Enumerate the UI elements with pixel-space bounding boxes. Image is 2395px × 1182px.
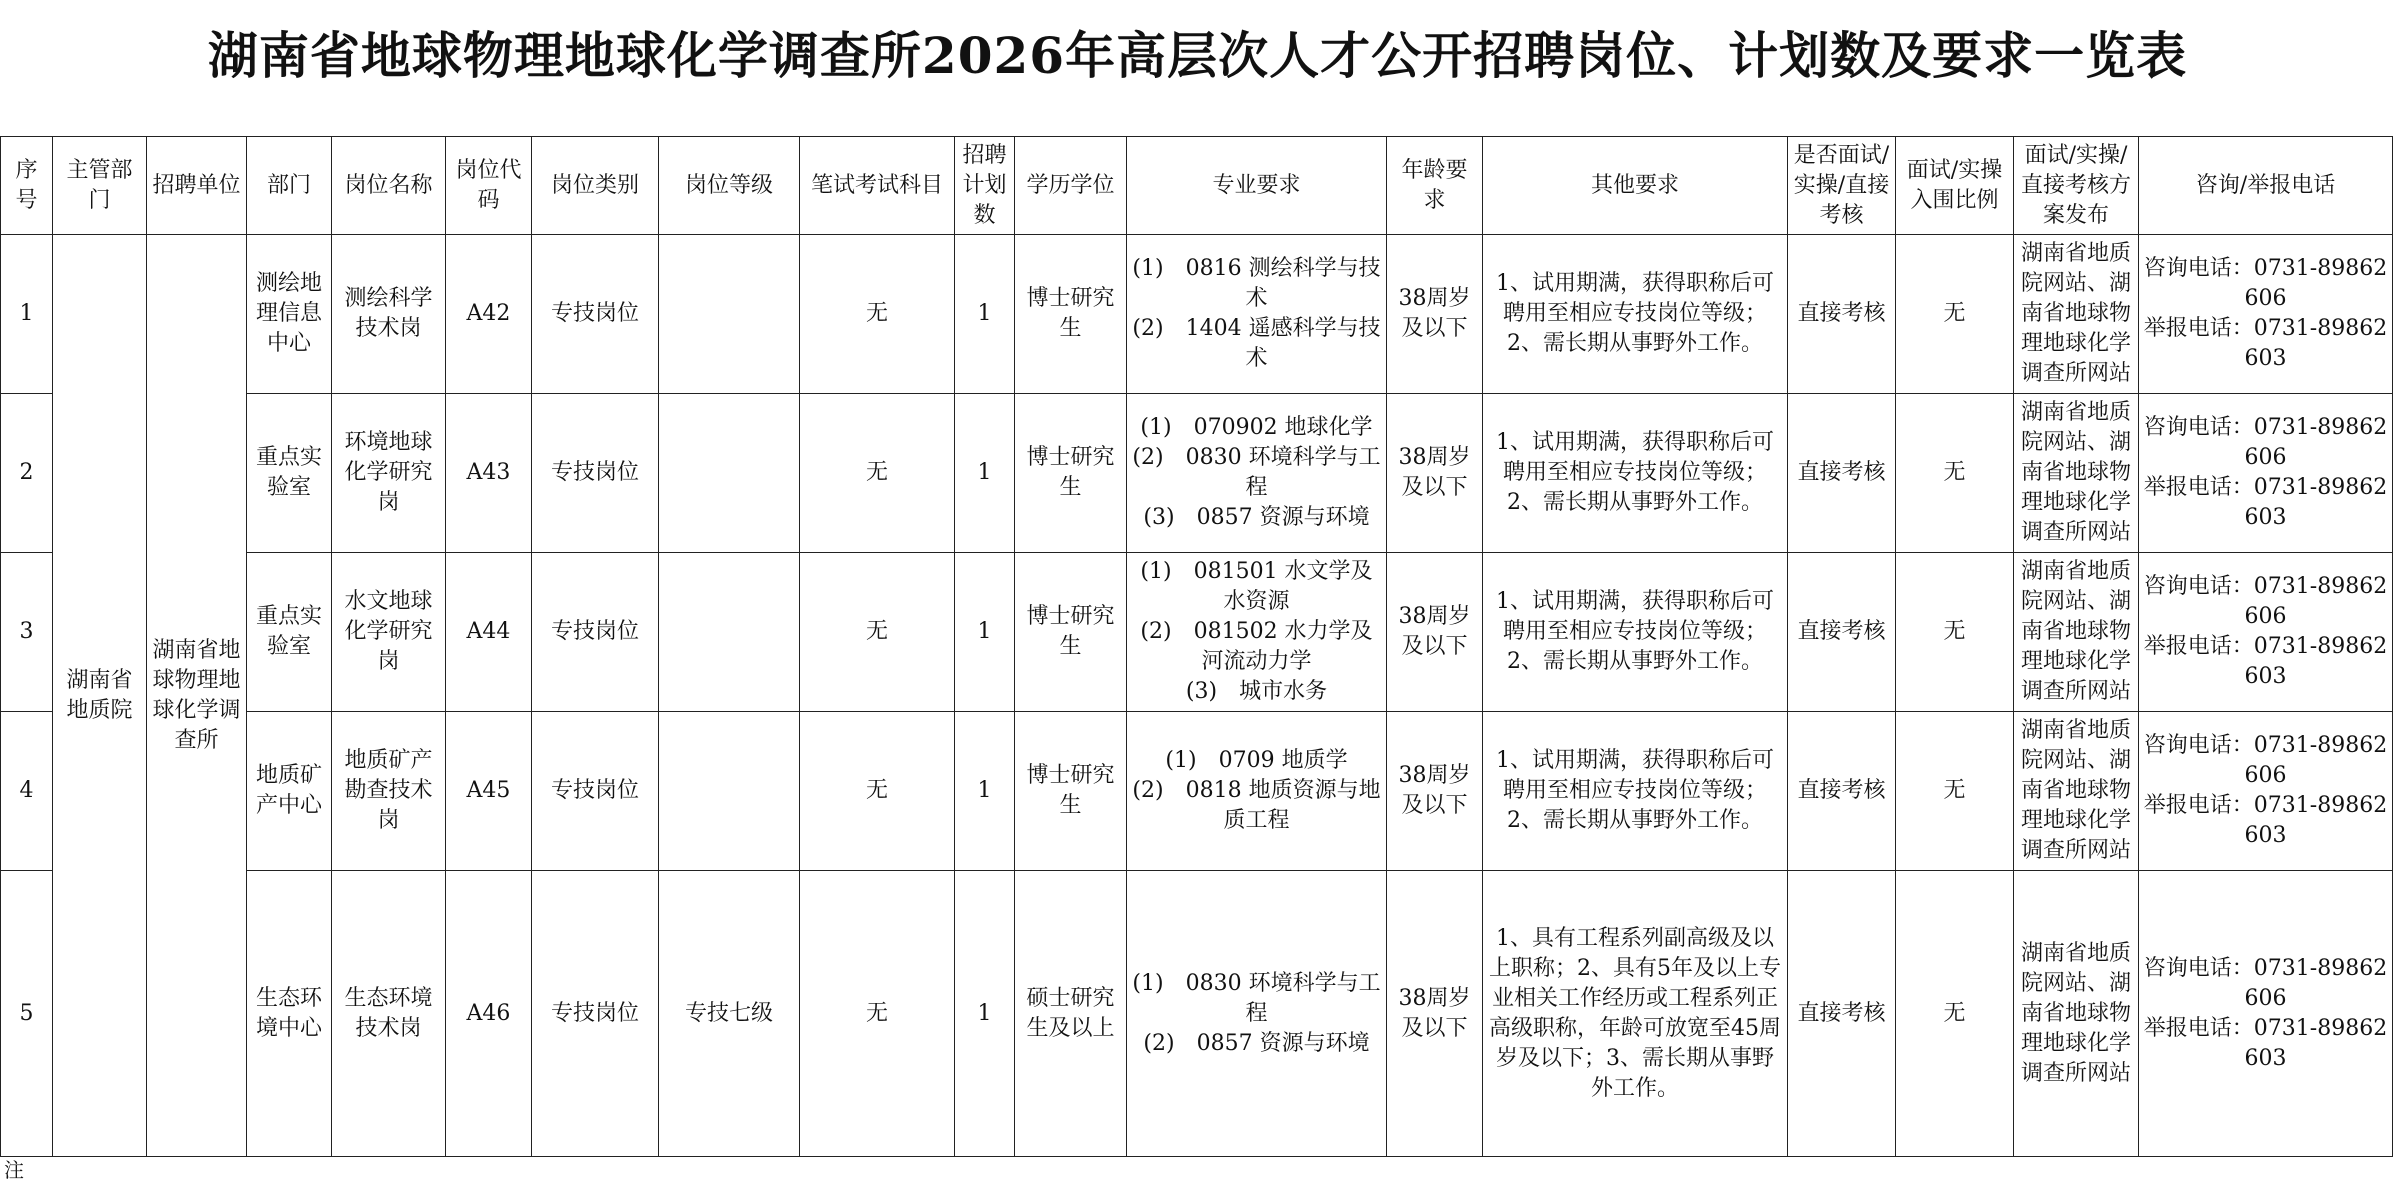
cell-post-type: 专技岗位 (532, 235, 659, 394)
table-row (1, 553, 2393, 712)
recruitment-table (0, 136, 2393, 1157)
cell-publish-text: 湖南省地质院网站、湖南省地球物理地球化学调查所网站 (2020, 940, 2131, 1086)
header-quota: 招聘计划数 (955, 137, 1015, 235)
cell-ratio: 无 (1896, 712, 2014, 871)
cell-post-level (659, 712, 800, 871)
cell-exam: 无 (800, 235, 955, 394)
cell-post-name: 环境地球化学研究岗 (332, 394, 446, 553)
cell-interview: 直接考核 (1788, 553, 1896, 712)
cell-ratio: 无 (1896, 235, 2014, 394)
table-row (1, 235, 2393, 394)
cell-major (1127, 871, 1387, 1157)
cell-post-code: A43 (446, 394, 532, 553)
cell-publish (2014, 235, 2139, 394)
header-exam: 笔试考试科目 (800, 137, 955, 235)
cell-publish (2014, 394, 2139, 553)
cell-post-code: A44 (446, 553, 532, 712)
cell-contact: 咨询电话：0731-89862606 举报电话：0731-89862603 (2139, 871, 2393, 1157)
cell-contact: 咨询电话：0731-89862606 举报电话：0731-89862603 (2139, 235, 2393, 394)
cell-dept: 重点实验室 (247, 394, 332, 553)
cell-quota: 1 (955, 871, 1015, 1157)
cell-post-level: 专技七级 (659, 871, 800, 1157)
cell-post-type: 专技岗位 (532, 394, 659, 553)
cell-contact: 咨询电话：0731-89862606 举报电话：0731-89862603 (2139, 553, 2393, 712)
cell-quota: 1 (955, 394, 1015, 553)
cell-ratio: 无 (1896, 394, 2014, 553)
header-post-name: 岗位名称 (332, 137, 446, 235)
cell-publish (2014, 553, 2139, 712)
cell-contact: 咨询电话：0731-89862606 举报电话：0731-89862603 (2139, 712, 2393, 871)
cell-publish (2014, 712, 2139, 871)
cell-degree: 博士研究生 (1015, 394, 1127, 553)
cell-interview: 直接考核 (1788, 871, 1896, 1157)
header-publish: 面试/实操/直接考核方案发布 (2014, 137, 2139, 235)
cell-exam: 无 (800, 553, 955, 712)
cell-age: 38周岁及以下 (1387, 553, 1483, 712)
cell-post-name: 水文地球化学研究岗 (332, 553, 446, 712)
cell-unit: 湖南省地球物理地球化学调查所 (147, 235, 247, 1157)
header-major: 专业要求 (1127, 137, 1387, 235)
cell-major-text: (1) 0709 地质学 (2) 0818 地质资源与地质工程 (1132, 748, 1381, 833)
header-unit: 招聘单位 (147, 137, 247, 235)
table-row (1, 871, 2393, 1157)
header-contact: 咨询/举报电话 (2139, 137, 2393, 235)
cell-quota: 1 (955, 235, 1015, 394)
cell-ratio: 无 (1896, 871, 2014, 1157)
cell-publish-text: 湖南省地质院网站、湖南省地球物理地球化学调查所网站 (2020, 718, 2131, 863)
cell-interview: 直接考核 (1788, 712, 1896, 871)
cell-major (1127, 712, 1387, 871)
cell-post-type: 专技岗位 (532, 712, 659, 871)
header-other: 其他要求 (1483, 137, 1788, 235)
cell-publish-text: 湖南省地质院网站、湖南省地球物理地球化学调查所网站 (2020, 559, 2131, 704)
cell-exam: 无 (800, 712, 955, 871)
header-degree: 学历学位 (1015, 137, 1127, 235)
cell-post-name: 生态环境技术岗 (332, 871, 446, 1157)
page-title: 湖南省地球物理地球化学调查所2026年高层次人才公开招聘岗位、计划数及要求一览表 (207, 26, 2188, 85)
cell-post-type: 专技岗位 (532, 871, 659, 1157)
cell-other: 1、具有工程系列副高级及以上职称；2、具有5年及以上专业相关工作经历或工程系列正高级职称，年龄可放宽至45周岁及以下；3、需长期从事野外工作。 (1483, 871, 1788, 1157)
header-ratio: 面试/实操入围比例 (1896, 137, 2014, 235)
header-authority: 主管部门 (53, 137, 147, 235)
cell-post-type: 专技岗位 (532, 553, 659, 712)
cell-post-code: A42 (446, 235, 532, 394)
header-post-level: 岗位等级 (659, 137, 800, 235)
cell-seq: 2 (1, 394, 53, 553)
cell-major-text: (1) 070902 地球化学 (2) 0830 环境科学与工程 (3) 0857 资源与环境 (1132, 415, 1381, 530)
cell-interview: 直接考核 (1788, 235, 1896, 394)
cell-dept: 重点实验室 (247, 553, 332, 712)
cell-publish-text: 湖南省地质院网站、湖南省地球物理地球化学调查所网站 (2020, 241, 2131, 386)
cell-post-level (659, 235, 800, 394)
cell-post-code: A46 (446, 871, 532, 1157)
cell-major (1127, 394, 1387, 553)
cell-exam: 无 (800, 871, 955, 1157)
header-post-code: 岗位代码 (446, 137, 532, 235)
cell-contact: 咨询电话：0731-89862606 举报电话：0731-89862603 (2139, 394, 2393, 553)
cell-dept: 生态环境中心 (247, 871, 332, 1157)
cell-quota: 1 (955, 553, 1015, 712)
cell-major-text: (1) 0830 环境科学与工程 (2) 0857 资源与环境 (1132, 970, 1381, 1056)
table-row (1, 712, 2393, 871)
cell-age: 38周岁及以下 (1387, 235, 1483, 394)
cell-seq: 1 (1, 235, 53, 394)
header-seq: 序号 (1, 137, 53, 235)
cell-major-text: (1) 0816 测绘科学与技术 (2) 1404 遥感科学与技术 (1132, 256, 1381, 371)
cell-seq: 4 (1, 712, 53, 871)
cell-authority: 湖南省地质院 (53, 235, 147, 1157)
cell-age: 38周岁及以下 (1387, 871, 1483, 1157)
cell-other: 1、试用期满，获得职称后可聘用至相应专技岗位等级；2、需长期从事野外工作。 (1483, 553, 1788, 712)
cell-post-name: 测绘科学技术岗 (332, 235, 446, 394)
cell-dept: 地质矿产中心 (247, 712, 332, 871)
cell-degree: 博士研究生 (1015, 553, 1127, 712)
cell-degree: 博士研究生 (1015, 712, 1127, 871)
cell-seq: 3 (1, 553, 53, 712)
cell-post-level (659, 394, 800, 553)
header-age: 年龄要求 (1387, 137, 1483, 235)
cell-age: 38周岁及以下 (1387, 394, 1483, 553)
cell-exam: 无 (800, 394, 955, 553)
header-dept: 部门 (247, 137, 332, 235)
cell-interview: 直接考核 (1788, 394, 1896, 553)
cell-degree: 博士研究生 (1015, 235, 1127, 394)
cell-post-level (659, 553, 800, 712)
cell-major-text: (1) 081501 水文学及水资源 (2) 081502 水力学及河流动力学 (3) 城市水务 (1140, 559, 1373, 704)
cell-major (1127, 235, 1387, 394)
header-post-type: 岗位类别 (532, 137, 659, 235)
cell-post-code: A45 (446, 712, 532, 871)
header-interview: 是否面试/实操/直接考核 (1788, 137, 1896, 235)
cell-age: 38周岁及以下 (1387, 712, 1483, 871)
cell-quota: 1 (955, 712, 1015, 871)
table-row (1, 394, 2393, 553)
cell-publish (2014, 871, 2139, 1157)
cell-other: 1、试用期满，获得职称后可聘用至相应专技岗位等级；2、需长期从事野外工作。 (1483, 235, 1788, 394)
cell-ratio: 无 (1896, 553, 2014, 712)
header-row (1, 137, 2393, 235)
cell-publish-text: 湖南省地质院网站、湖南省地球物理地球化学调查所网站 (2020, 400, 2131, 545)
cell-other: 1、试用期满，获得职称后可聘用至相应专技岗位等级；2、需长期从事野外工作。 (1483, 712, 1788, 871)
cell-major (1127, 553, 1387, 712)
cell-other: 1、试用期满，获得职称后可聘用至相应专技岗位等级；2、需长期从事野外工作。 (1483, 394, 1788, 553)
cell-degree: 硕士研究生及以上 (1015, 871, 1127, 1157)
cell-dept: 测绘地理信息中心 (247, 235, 332, 394)
cell-post-name: 地质矿产勘查技术岗 (332, 712, 446, 871)
cell-seq: 5 (1, 871, 53, 1157)
table-note: 注 (4, 1158, 24, 1182)
